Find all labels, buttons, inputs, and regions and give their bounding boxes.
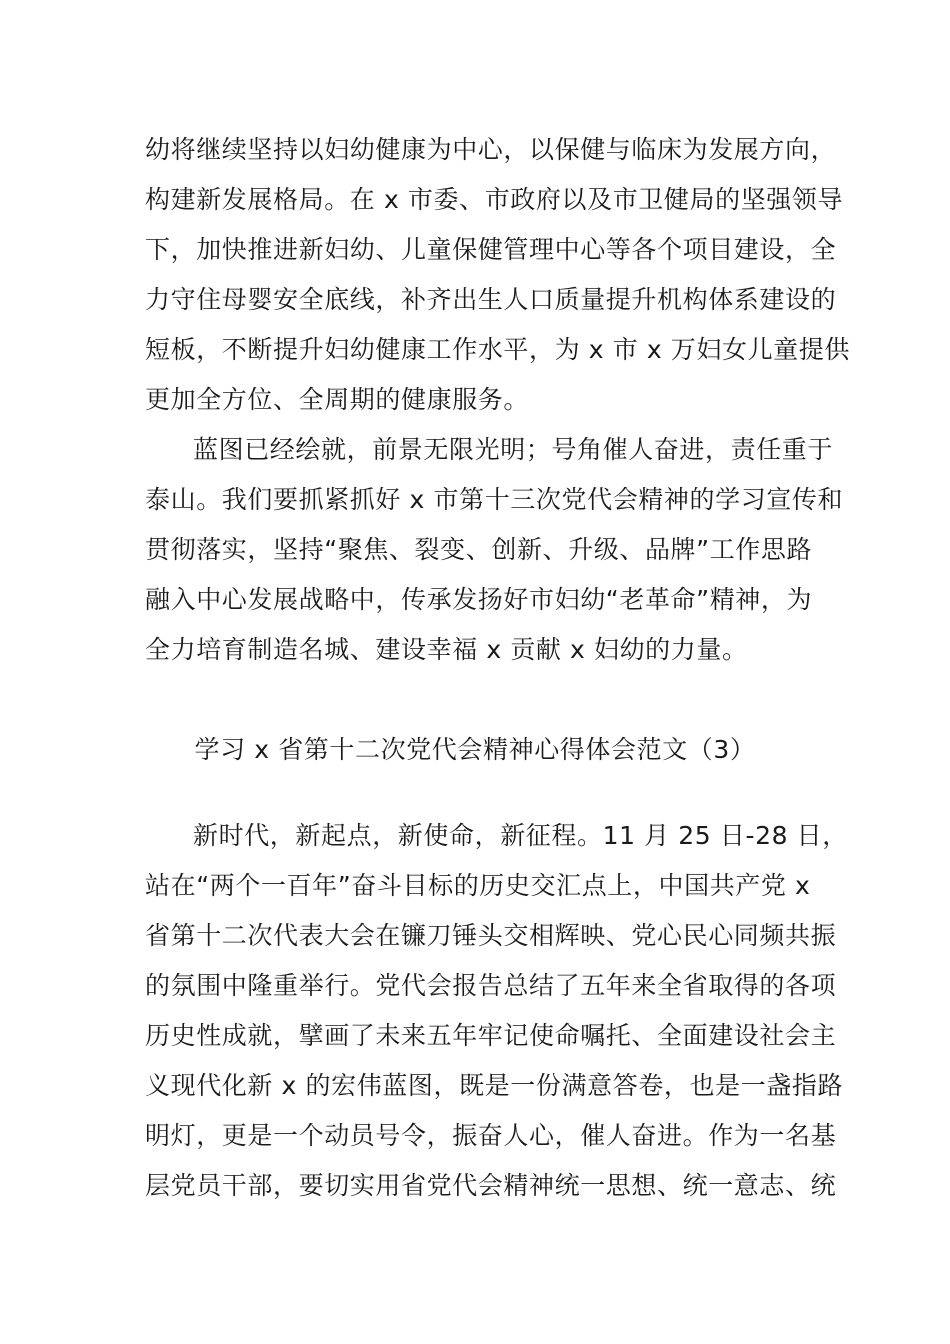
paragraph-line: 更加全方位、全周期的健康服务。 — [145, 385, 530, 414]
section-title: 学习 x 省第十二次党代会精神心得体会范文（3） — [194, 735, 756, 764]
paragraph-line: 全力培育制造名城、建设幸福 x 贡献 x 妇幼的力量。 — [145, 635, 748, 664]
paragraph-line: 构建新发展格局。在 x 市委、市政府以及市卫健局的坚强领导 — [145, 185, 844, 214]
paragraph-line: 站在“两个一百年”奋斗目标的历史交汇点上，中国共产党 x — [145, 871, 811, 900]
paragraph-line: 贯彻落实，坚持“聚焦、裂变、创新、升级、品牌”工作思路 — [145, 535, 813, 564]
paragraph-line: 力守住母婴安全底线，补齐出生人口质量提升机构体系建设的 — [145, 285, 837, 314]
paragraph-line: 明灯，更是一个动员号令，振奋人心，催人奋进。作为一名基 — [145, 1121, 837, 1150]
paragraph-line: 新时代，新起点，新使命，新征程。11 月 25 日-28 日， — [193, 821, 848, 850]
paragraph-line: 蓝图已经绘就，前景无限光明；号角催人奋进，责任重于 — [193, 435, 834, 464]
paragraph-line: 的氛围中隆重举行。党代会报告总结了五年来全省取得的各项 — [145, 971, 837, 1000]
paragraph-line: 泰山。我们要抓紧抓好 x 市第十三次党代会精神的学习宣传和 — [145, 485, 844, 514]
paragraph-line: 义现代化新 x 的宏伟蓝图，既是一份满意答卷，也是一盏指路 — [145, 1071, 844, 1100]
paragraph-line: 层党员干部，要切实用省党代会精神统一思想、统一意志、统 — [145, 1171, 837, 1200]
paragraph-line: 融入中心发展战略中，传承发扬好市妇幼“老革命”精神，为 — [145, 585, 813, 614]
paragraph-line: 下，加快推进新妇幼、儿童保健管理中心等各个项目建设，全 — [145, 235, 837, 264]
paragraph-line: 短板，不断提升妇幼健康工作水平，为 x 市 x 万妇女儿童提供 — [145, 335, 850, 364]
paragraph-line: 历史性成就，擘画了未来五年牢记使命嘱托、全面建设社会主 — [145, 1021, 837, 1050]
paragraph-line: 省第十二次代表大会在镰刀锤头交相辉映、党心民心同频共振 — [145, 921, 837, 950]
paragraph-line: 幼将继续坚持以妇幼健康为中心，以保健与临床为发展方向， — [145, 135, 837, 164]
